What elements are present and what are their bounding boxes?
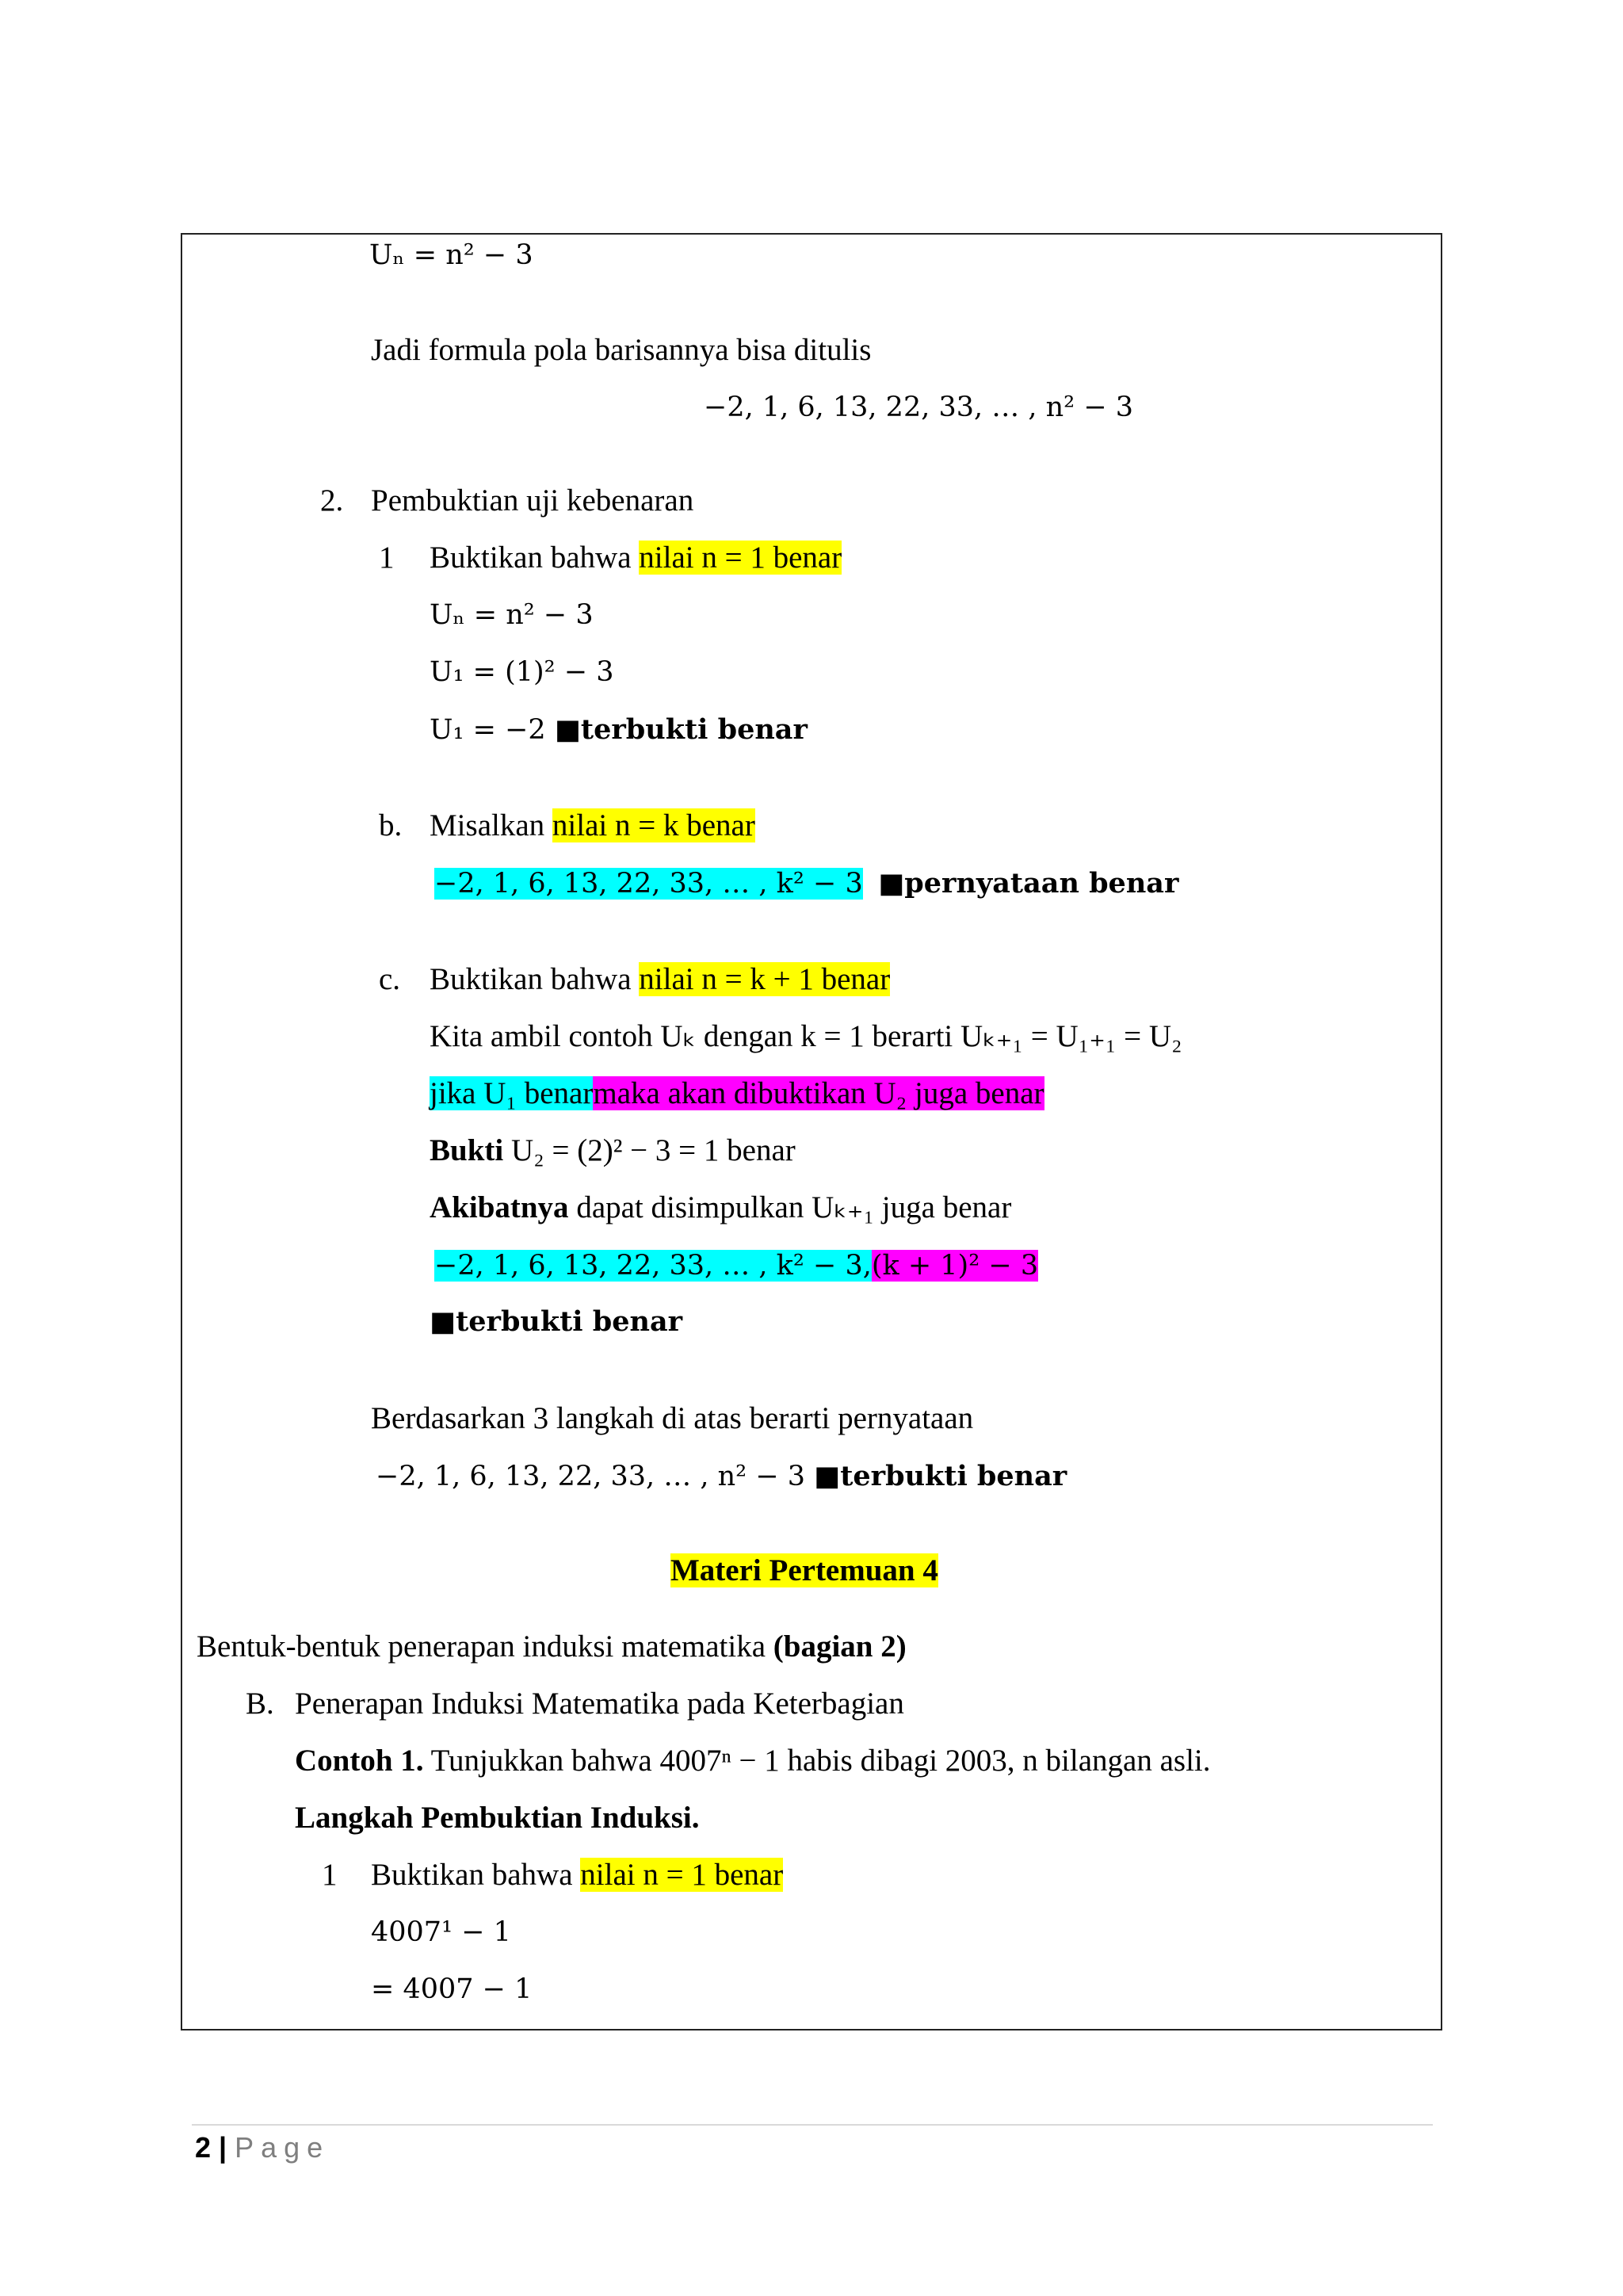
sequence-k-plus-1 [434, 1244, 1038, 1286]
section-heading-keterbagian: Penerapan Induksi Matematika pada Keterbagian [295, 1687, 904, 1721]
intro-bagian-2: Bentuk-bentuk penerapan induksi matematika (bagian 2) [197, 1629, 907, 1664]
step-label-b: b. [379, 808, 403, 842]
page-number: 2 [195, 2131, 212, 2164]
example-text: Kita ambil contoh Uₖ dengan k = 1 berarti Uₖ₊₁ = U₁₊₁ = U₂ [430, 1019, 1182, 1053]
step-number-1b: 1 [322, 1858, 338, 1892]
sequence-formula: −2, 1, 6, 13, 22, 33, … , n² − 3 [704, 392, 1134, 423]
highlight-yellow: nilai n = 1 benar [580, 1858, 784, 1892]
highlight-cyan: −2, 1, 6, 13, 22, 33, … , k² − 3, [434, 1250, 872, 1282]
step-number-1: 1 [379, 541, 395, 575]
highlight-cyan: jika U₁ benar [430, 1076, 594, 1110]
step-c-text: Buktikan bahwa nilai n = k + 1 benar [430, 962, 891, 996]
formula-4007-power: 4007¹ − 1 [371, 1916, 511, 1948]
list-letter-b: B. [246, 1687, 274, 1721]
highlight-yellow: nilai n = k benar [552, 808, 755, 842]
page-footer: 2 | Page [195, 2131, 330, 2164]
summary-text: Berdasarkan 3 langkah di atas berarti pernyataan [371, 1401, 974, 1435]
heading-materi-pertemuan-4 [670, 1550, 938, 1591]
implication-text [430, 1073, 1044, 1114]
conclusion-text: Akibatnya dapat disimpulkan Uₖ₊₁ juga benar [430, 1190, 1012, 1224]
highlight-yellow: Materi Pertemuan 4 [670, 1553, 938, 1587]
sequence-k-statement: −2, 1, 6, 13, 22, 33, … , k² − 3 ■pernyataan benar [434, 867, 1179, 900]
step-label-c: c. [379, 962, 401, 996]
page-word: Page [235, 2131, 330, 2164]
formula-u1-result: U₁ = −2 ■terbukti benar [430, 713, 808, 746]
highlight-cyan: −2, 1, 6, 13, 22, 33, … , k² − 3 [434, 868, 863, 900]
formula-un-2: Uₙ = n² − 3 [430, 599, 594, 631]
highlight-magenta: maka akan dibuktikan U₂ juga benar [593, 1076, 1044, 1110]
heading-langkah-pembuktian: Langkah Pembuktian Induksi. [295, 1801, 700, 1835]
paragraph-formula-intro: Jadi formula pola barisannya bisa ditulis [371, 333, 872, 367]
step-b-text: Misalkan nilai n = k benar [430, 808, 755, 842]
formula-4007-minus: = 4007 − 1 [371, 1973, 533, 2005]
example-1-text: Contoh 1. Tunjukkan bahwa 4007ⁿ − 1 habis dibagi 2003, n bilangan asli. [295, 1744, 1211, 1778]
highlight-yellow: nilai n = 1 benar [639, 541, 842, 575]
highlight-yellow: nilai n = k + 1 benar [639, 962, 891, 996]
step-1-text: Buktikan bahwa nilai n = 1 benar [430, 541, 842, 575]
list-number-2: 2. [320, 483, 344, 518]
formula-u1: U₁ = (1)² − 3 [430, 656, 614, 688]
summary-sequence: −2, 1, 6, 13, 22, 33, … , n² − 3 ■terbukti benar [376, 1460, 1067, 1492]
highlight-magenta: (k + 1)² − 3 [871, 1250, 1039, 1282]
formula-un: Uₙ = n² − 3 [369, 239, 533, 271]
proof-u2: Bukti U₂ = (2)² − 3 = 1 benar [430, 1133, 796, 1167]
footer-separator [192, 2124, 1433, 2126]
proved-label: ■terbukti benar [430, 1305, 683, 1338]
section-heading-pembuktian: Pembuktian uji kebenaran [371, 483, 694, 518]
step-1b-text: Buktikan bahwa nilai n = 1 benar [371, 1858, 784, 1892]
